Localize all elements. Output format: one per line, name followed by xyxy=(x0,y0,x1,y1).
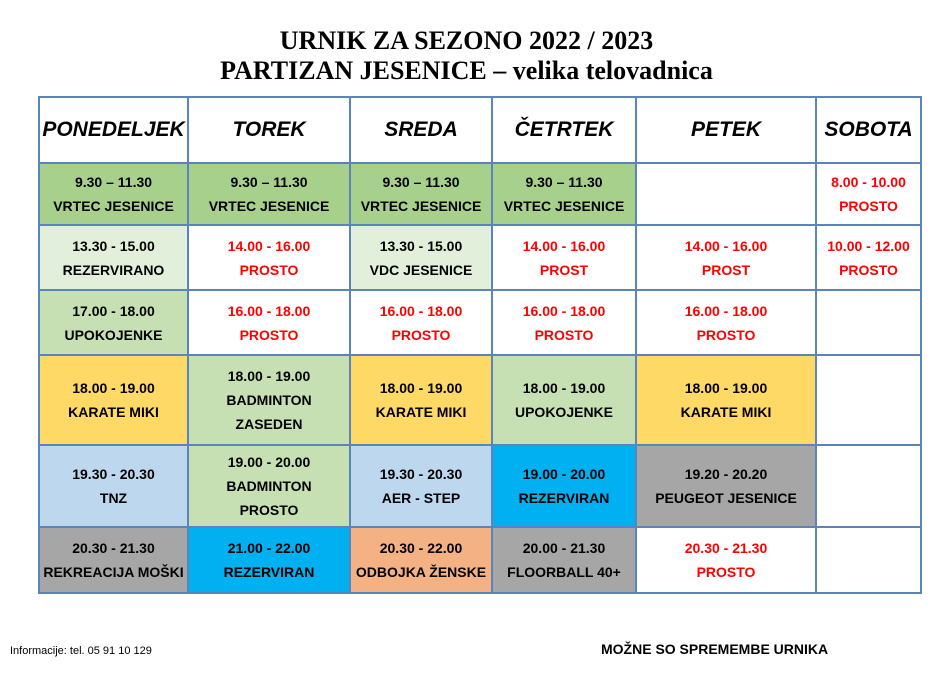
cell-time: 20.30 - 21.30 xyxy=(684,540,768,556)
schedule-change-note: MOŽNE SO SPREMEMBE URNIKA xyxy=(601,641,829,657)
table-row xyxy=(39,225,921,290)
schedule-cell xyxy=(492,163,636,225)
header-row xyxy=(39,97,921,163)
cell-label: VRTEC JESENICE xyxy=(360,198,482,214)
day-header-saturday: SOBOTA xyxy=(816,97,921,163)
schedule-cell-empty xyxy=(816,290,921,355)
table-row xyxy=(39,527,921,593)
cell-time: 18.00 - 19.00 xyxy=(379,380,463,396)
cell-label: PROSTO xyxy=(839,198,898,214)
cell-time: 16.00 - 18.00 xyxy=(684,302,768,319)
schedule-cell xyxy=(350,527,492,593)
cell-time: 19.00 - 20.00 xyxy=(227,454,311,470)
cell-time: 9.30 – 11.30 xyxy=(74,174,153,190)
day-header-tuesday: TOREK xyxy=(188,97,350,163)
cell-label: VRTEC JESENICE xyxy=(53,198,174,214)
cell-label: VRTEC JESENICE xyxy=(208,198,330,214)
schedule-cell-empty xyxy=(816,355,921,445)
cell-label: KARATE MIKI xyxy=(680,404,772,420)
cell-time: 18.00 - 19.00 xyxy=(227,368,311,384)
schedule-cell xyxy=(492,527,636,593)
schedule-cell xyxy=(350,163,492,225)
schedule-cell xyxy=(492,445,636,527)
cell-label: PROST xyxy=(539,261,589,278)
contact-info: Informacije: tel. 05 91 10 129 xyxy=(10,645,152,657)
cell-time: 20.30 - 22.00 xyxy=(379,540,463,556)
cell-label: PROSTO xyxy=(839,261,898,278)
cell-label: REZERVIRANO xyxy=(62,261,165,278)
cell-time: 17.00 - 18.00 xyxy=(72,302,155,319)
cell-label: REZERVIRAN xyxy=(518,490,610,506)
schedule-cell-empty xyxy=(636,163,816,225)
cell-label: VRTEC JESENICE xyxy=(503,198,625,214)
cell-time: 19.30 - 20.30 xyxy=(72,466,155,482)
cell-time: 20.30 - 21.30 xyxy=(72,540,155,556)
schedule-cell xyxy=(39,355,188,445)
table-row xyxy=(39,355,921,445)
cell-label: PROST xyxy=(701,261,751,278)
schedule-cell xyxy=(188,527,350,593)
cell-time: 16.00 - 18.00 xyxy=(522,302,606,319)
schedule-cell xyxy=(39,527,188,593)
schedule-cell xyxy=(636,355,816,445)
cell-label: UPOKOJENKE xyxy=(514,404,614,420)
schedule-cell xyxy=(188,290,350,355)
schedule-cell xyxy=(636,445,816,527)
day-header-thursday: ČETRTEK xyxy=(492,97,636,163)
cell-label-status: ZASEDEN xyxy=(235,416,303,432)
cell-label: PEUGEOT JESENICE xyxy=(655,490,797,506)
cell-time: 20.00 - 21.30 xyxy=(522,540,606,556)
schedule-cell-empty xyxy=(816,445,921,527)
schedule-cell xyxy=(636,225,816,290)
cell-label: FLOORBALL 40+ xyxy=(507,564,621,580)
schedule-cell xyxy=(350,355,492,445)
schedule-cell xyxy=(39,290,188,355)
schedule-cell xyxy=(492,290,636,355)
schedule-cell xyxy=(188,445,350,527)
schedule-cell xyxy=(350,445,492,527)
schedule-cell xyxy=(188,355,350,445)
cell-label: PROSTO xyxy=(696,326,756,343)
cell-label: BADMINTON xyxy=(226,478,312,494)
cell-label: UPOKOJENKE xyxy=(64,326,163,343)
day-header-wednesday: SREDA xyxy=(350,97,492,163)
cell-time: 14.00 - 16.00 xyxy=(522,237,606,254)
cell-time: 9.30 – 11.30 xyxy=(525,174,603,190)
cell-label: KARATE MIKI xyxy=(375,404,467,420)
day-header-monday: PONEDELJEK xyxy=(39,97,188,163)
schedule-cell-empty xyxy=(816,527,921,593)
schedule-cell xyxy=(188,163,350,225)
cell-time: 9.30 – 11.30 xyxy=(230,174,308,190)
cell-time: 21.00 - 22.00 xyxy=(227,540,311,556)
day-header-friday: PETEK xyxy=(636,97,816,163)
cell-time: 19.20 - 20.20 xyxy=(684,466,768,482)
table-row xyxy=(39,163,921,225)
cell-label: PROSTO xyxy=(534,326,594,343)
cell-label: REKREACIJA MOŠKI xyxy=(43,564,184,580)
cell-time: 9.30 – 11.30 xyxy=(382,174,460,190)
cell-label-status: PROSTO xyxy=(239,502,299,518)
cell-time: 14.00 - 16.00 xyxy=(684,237,768,254)
cell-time: 16.00 - 18.00 xyxy=(379,302,463,319)
schedule-cell xyxy=(39,163,188,225)
cell-label: REZERVIRAN xyxy=(223,564,315,580)
cell-label: PROSTO xyxy=(391,326,451,343)
cell-time: 10.00 - 12.00 xyxy=(827,237,910,254)
schedule-cell xyxy=(636,290,816,355)
cell-time: 19.00 - 20.00 xyxy=(522,466,606,482)
cell-label: ODBOJKA ŽENSKE xyxy=(355,564,487,580)
schedule-cell xyxy=(816,163,921,225)
schedule-subtitle: PARTIZAN JESENICE – velika telovadnica xyxy=(220,56,713,85)
schedule-cell xyxy=(636,527,816,593)
table-row xyxy=(39,445,921,527)
cell-label: PROSTO xyxy=(696,564,756,580)
cell-time: 18.00 - 19.00 xyxy=(684,380,768,396)
cell-time: 13.30 - 15.00 xyxy=(72,237,155,254)
schedule-cell xyxy=(188,225,350,290)
cell-time: 14.00 - 16.00 xyxy=(227,237,311,254)
cell-label: VDC JESENICE xyxy=(369,261,473,278)
cell-time: 18.00 - 19.00 xyxy=(522,380,606,396)
schedule-cell xyxy=(350,225,492,290)
schedule-cell xyxy=(39,225,188,290)
schedule-cell xyxy=(39,445,188,527)
cell-label: KARATE MIKI xyxy=(68,404,159,420)
cell-label: PROSTO xyxy=(239,261,299,278)
table-row xyxy=(39,290,921,355)
cell-time: 16.00 - 18.00 xyxy=(227,302,311,319)
cell-time: 18.00 - 19.00 xyxy=(72,380,155,396)
cell-time: 8.00 - 10.00 xyxy=(831,174,906,190)
cell-label: PROSTO xyxy=(239,326,299,343)
schedule-cell xyxy=(492,355,636,445)
schedule-cell xyxy=(350,290,492,355)
schedule-table xyxy=(38,96,922,594)
cell-time: 19.30 - 20.30 xyxy=(379,466,463,482)
schedule-cell xyxy=(816,225,921,290)
schedule-cell xyxy=(492,225,636,290)
cell-time: 13.30 - 15.00 xyxy=(379,237,463,254)
schedule-title: URNIK ZA SEZONO 2022 / 2023 xyxy=(279,26,654,55)
cell-label: TNZ xyxy=(99,490,128,506)
cell-label: AER - STEP xyxy=(381,490,461,506)
cell-label: BADMINTON xyxy=(226,392,312,408)
